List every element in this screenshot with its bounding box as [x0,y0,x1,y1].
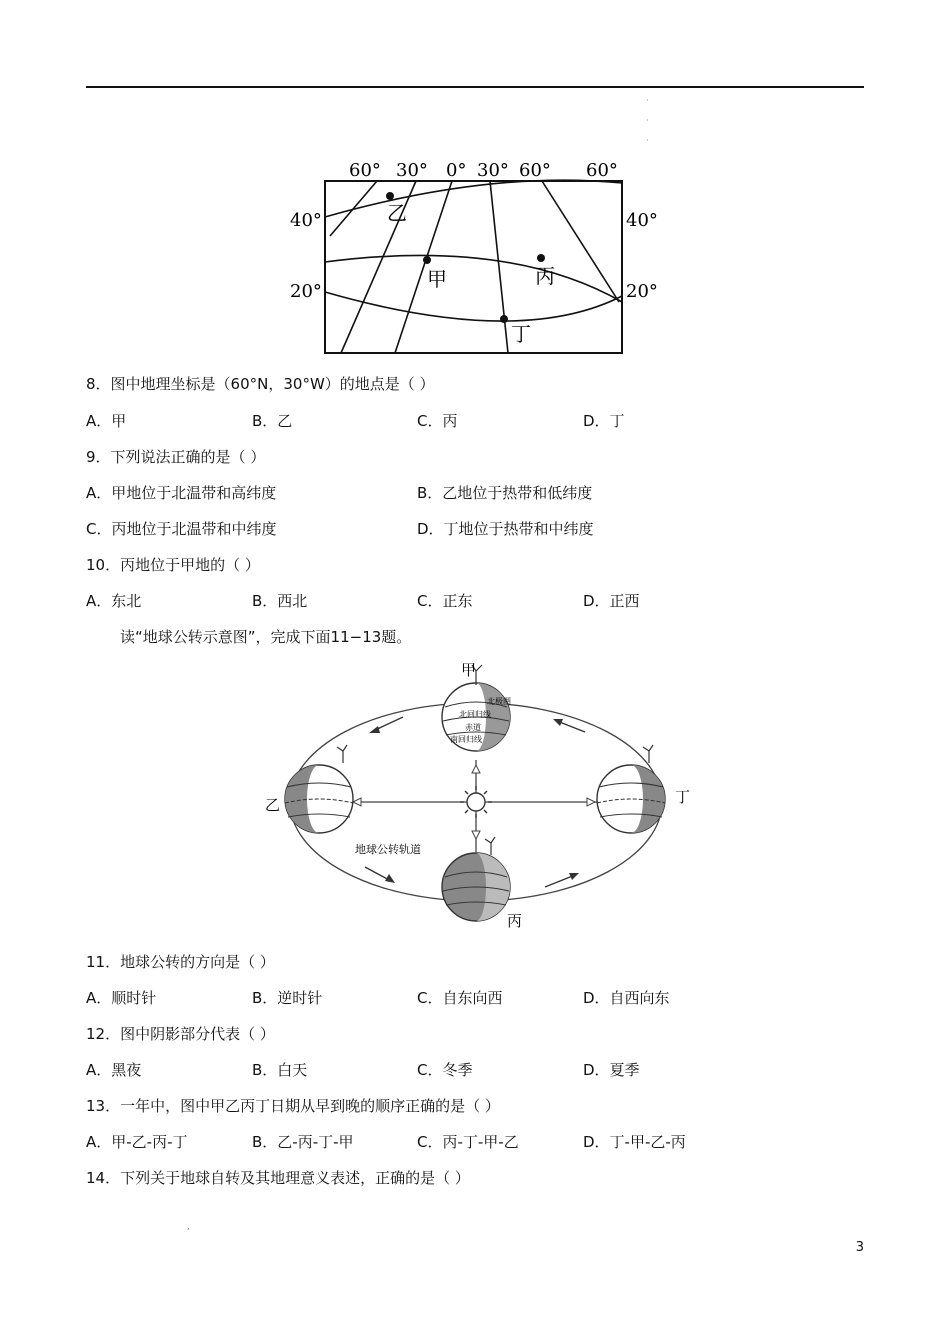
option-a[interactable]: A．顺时针 [86,989,157,1007]
globe-label: 赤道 [465,723,481,732]
lat-tick-label: 40° [626,210,658,231]
lon-tick-label: 0° [446,160,467,181]
grid-frame [325,181,622,353]
question-9-stem: 9．下列说法正确的是（ ） [86,448,266,466]
option-c[interactable]: C．自东向西 [417,989,503,1007]
meridian-30e [490,181,508,353]
option-d[interactable]: D．丁 [583,412,625,430]
lat-tick-label: 40° [290,210,322,231]
figure-intro: 读“地球公转示意图”，完成下面11−13题。 [120,628,412,646]
latitude-20 [325,292,622,321]
option-b[interactable]: B．乙地位于热带和低纬度 [417,484,593,502]
option-c[interactable]: C．丙地位于北温带和中纬度 [86,520,277,538]
globe-label: 南回归线 [450,735,482,744]
option-b[interactable]: B．白天 [252,1061,308,1079]
point-label: 乙 [387,201,407,225]
scan-speck: , [187,1222,190,1231]
globe-label: 北回归线 [459,710,491,719]
arrowhead [472,831,480,839]
lon-tick-label: 30° [396,160,428,181]
latlong-grid-figure [280,150,660,360]
season-label: 甲 [461,661,477,679]
question-8-stem: 8．图中地理坐标是（60°N，30°W）的地点是（ ） [86,375,435,393]
earth-revolution-figure [255,655,705,935]
globe-label: 北极圈 [487,697,511,706]
point-yi [386,192,394,200]
option-b[interactable]: B．乙 [252,412,293,430]
orbit-label: 地球公转轨道 [355,843,421,856]
option-d[interactable]: D．正西 [583,592,640,610]
option-c[interactable]: C．正东 [417,592,473,610]
season-label: 乙 [265,796,281,814]
season-label: 丁 [675,788,691,806]
option-d[interactable]: D．自西向东 [583,989,670,1007]
lon-tick-label: 60° [586,160,618,181]
scan-speck: · [646,96,649,105]
season-label: 丙 [507,912,523,930]
option-a[interactable]: A．甲 [86,412,127,430]
latitude-60 [325,180,622,217]
scan-speck: · [646,116,649,125]
meridian-60w [330,181,377,236]
orbit-arrow [545,875,575,887]
question-10-stem: 10．丙地位于甲地的（ ） [86,556,260,574]
arrowhead [553,719,563,726]
point-ding [500,315,508,323]
point-jia [423,256,431,264]
point-label: 丙 [535,264,555,288]
option-c[interactable]: C．丙 [417,412,458,430]
question-13-stem: 13．一年中，图中甲乙丙丁日期从早到晚的顺序正确的是（ ） [86,1097,500,1115]
option-c[interactable]: C．丙-丁-甲-乙 [417,1133,519,1151]
option-d[interactable]: D．丁-甲-乙-丙 [583,1133,686,1151]
lon-tick-label: 60° [349,160,381,181]
globe-jia [442,665,511,751]
option-c[interactable]: C．冬季 [417,1061,473,1079]
option-b[interactable]: B．西北 [252,592,308,610]
lat-tick-label: 20° [290,281,322,302]
arrowhead [569,873,579,880]
option-a[interactable]: A．甲-乙-丙-丁 [86,1133,188,1151]
lon-tick-label: 30° [477,160,509,181]
page-number: 3 [855,1240,864,1255]
lat-tick-label: 20° [626,281,658,302]
latitude-40 [325,255,622,302]
point-label: 丁 [511,322,531,346]
point-bing [537,254,545,262]
option-d[interactable]: D．丁地位于热带和中纬度 [417,520,594,538]
option-b[interactable]: B．乙-丙-丁-甲 [252,1133,354,1151]
arrowhead [587,798,595,806]
globe-yi [285,745,353,833]
lon-tick-label: 60° [519,160,551,181]
scan-speck: · [646,136,649,145]
option-b[interactable]: B．逆时针 [252,989,323,1007]
question-11-stem: 11．地球公转的方向是（ ） [86,953,275,971]
point-label: 甲 [427,267,447,291]
option-a[interactable]: A．黑夜 [86,1061,142,1079]
arrowhead [353,798,361,806]
option-a[interactable]: A．东北 [86,592,142,610]
option-a[interactable]: A．甲地位于北温带和高纬度 [86,484,277,502]
arrowhead [472,765,480,773]
globe-ding [597,745,665,833]
option-d[interactable]: D．夏季 [583,1061,640,1079]
question-12-stem: 12．图中阴影部分代表（ ） [86,1025,275,1043]
arrowhead [369,726,380,733]
question-14-stem: 14．下列关于地球自转及其地理意义表述，正确的是（ ） [86,1169,470,1187]
arrowhead [385,874,395,883]
header-rule [86,86,864,88]
